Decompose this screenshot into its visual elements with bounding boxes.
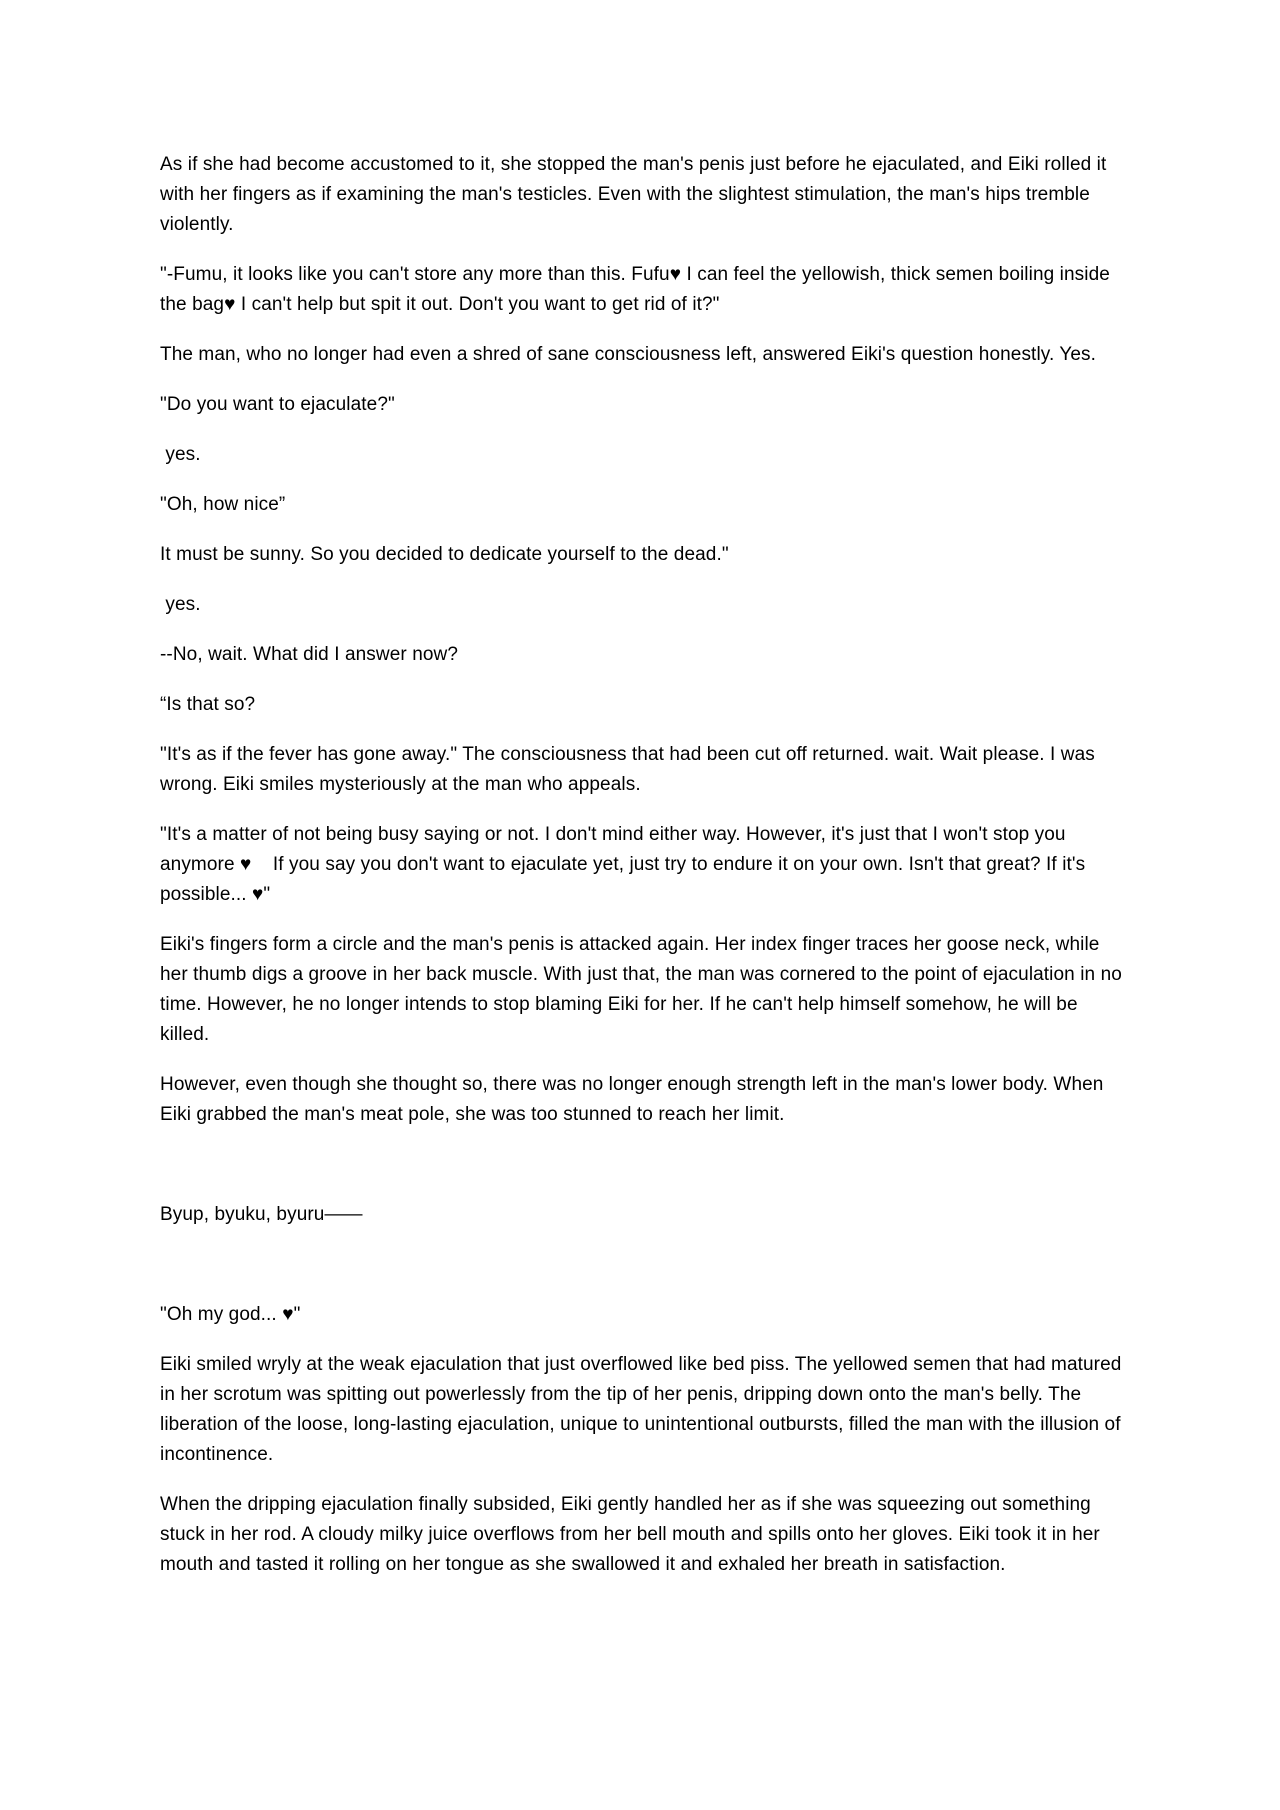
paragraph: Byup, byuku, byuru—— <box>160 1204 363 1225</box>
paragraph: Eiki's fingers form a circle and the man's penis is attacked again. Her index finger traces her goose neck, while her thumb digs a groove in her back muscle. With just that, the man was cornered to the point of ejaculation in no time. However, he no longer intends to stop blaming Eiki for her. If he can't help himself somehow, he will be killed. <box>160 934 1128 1045</box>
document-body <box>160 150 1128 1600</box>
paragraph: yes. <box>160 594 201 615</box>
paragraph: As if she had become accustomed to it, she stopped the man's penis just before he ejaculated, and Eiki rolled it with her fingers as if examining the man's testicles. Even with the slightest stimulation, the man's hips tremble violently. <box>160 154 1112 235</box>
paragraph: It must be sunny. So you decided to dedicate yourself to the dead." <box>160 544 729 565</box>
paragraph: "-Fumu, it looks like you can't store any more than this. Fufu♥ I can feel the yellowish, thick semen boiling inside the bag♥ I can't help but spit it out. Don't you want to get rid of it?" <box>160 264 1116 315</box>
paragraph: Eiki smiled wryly at the weak ejaculation that just overflowed like bed piss. The yellowed semen that had matured in her scrotum was spitting out powerlessly from the tip of her penis, dripping down onto the man's belly. The liberation of the loose, long-lasting ejaculation, unique to unintentional outbursts, filled the man with the illusion of incontinence. <box>160 1354 1127 1465</box>
paragraph <box>160 1150 1122 1180</box>
paragraph: "Oh my god... ♥" <box>160 1304 301 1325</box>
paragraph: --No, wait. What did I answer now? <box>160 644 459 665</box>
paragraph: yes. <box>160 444 201 465</box>
paragraph: "Do you want to ejaculate?" <box>160 394 395 415</box>
paragraph: When the dripping ejaculation finally subsided, Eiki gently handled her as if she was squeezing out something stuck in her rod. A cloudy milky juice overflows from her bell mouth and spills onto her gloves. Eiki took it in her mouth and tasted it rolling on her tongue as she swallowed it and exhaled her breath in satisfaction. <box>160 1494 1106 1575</box>
paragraph <box>160 1250 1122 1280</box>
paragraph: "It's a matter of not being busy saying or not. I don't mind either way. However, it's just that I won't stop you anymore ♥ If you say you don't want to ejaculate yet, just try to endure it on your own. Isn't that great? If it's possible... ♥" <box>160 824 1091 905</box>
paragraph: However, even though she thought so, there was no longer enough strength left in the man's lower body. When Eiki grabbed the man's meat pole, she was too stunned to reach her limit. <box>160 1074 1109 1125</box>
paragraph: "Oh, how nice” <box>160 494 286 515</box>
paragraph: "It's as if the fever has gone away." The consciousness that had been cut off returned. wait. Wait please. I was wrong. Eiki smiles mysteriously at the man who appeals. <box>160 744 1101 795</box>
paragraph: The man, who no longer had even a shred of sane consciousness left, answered Eiki's question honestly. Yes. <box>160 344 1097 365</box>
paragraph: “Is that so? <box>160 694 256 715</box>
